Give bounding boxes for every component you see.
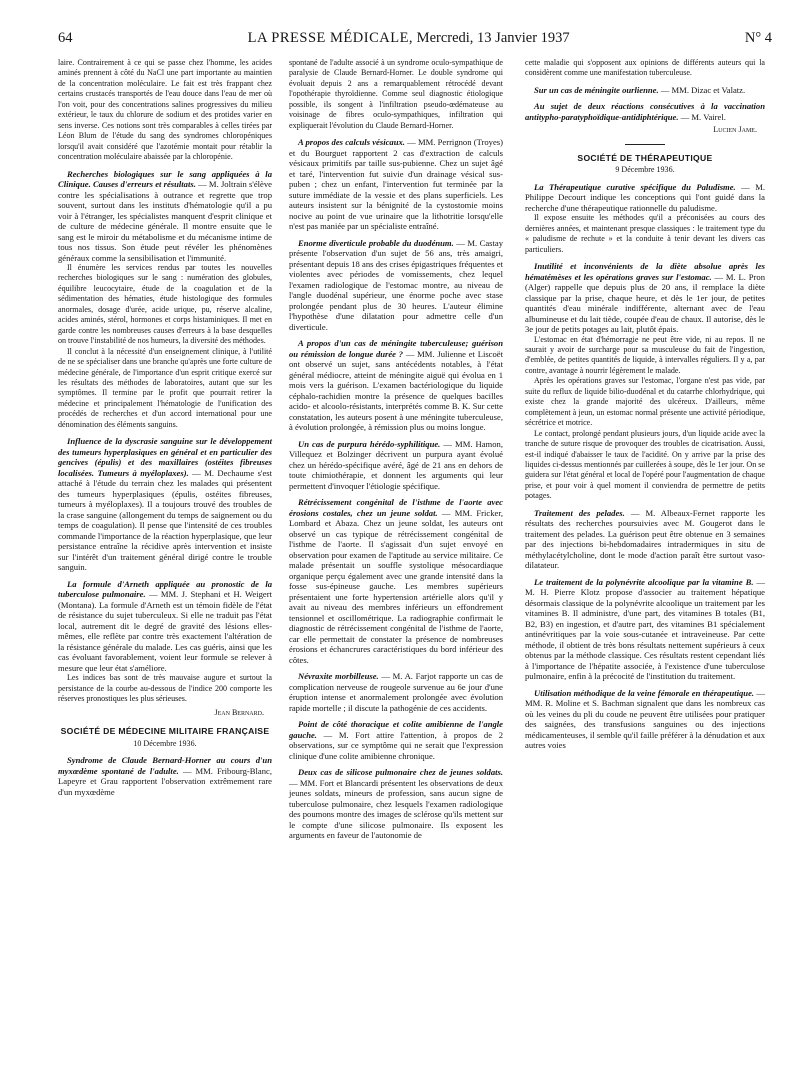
article-heading [58,169,272,264]
heading-text: Syndrome de Claude Bernard-Horner au cours d'un myxœdème spontané de l'adulte. [58,755,272,776]
heading-text: Sur un cas de méningite ourlienne. [534,84,659,95]
paragraph: Après les opérations graves sur l'estomac, l'organe n'est pas vide, par suite du reflux de liquide bilio-duodénal et du catarrhe chlorhydrique, qui existe chez la grande majorité des ulcéreux. D'ailleurs, même complètement à jeun, un estomac normal présente une activité périodique, sécrétrice et motrice. [525,376,765,428]
paragraph: Il expose ensuite les méthodes qu'il a préconisées au cours des dernières années, et maintenant presque classiques : le traitement type du « paludisme de rechute » et la conduite à tenir devant les divers cas particuliers. [525,213,765,254]
article-heading [58,755,272,797]
heading-text: Point de côté thoracique et colite amibienne de l'angle gauche. [289,719,503,740]
issue-number: N° 4 [744,30,772,46]
heading-body: — MM. Fribourg-Blanc, Lapeyre et Grau rapportent l'observation extrêmement rare d'un myxœdème [58,765,272,797]
article-heading [525,261,765,335]
column-1 [58,58,272,797]
article-heading [58,436,272,573]
session-date: 9 Décembre 1936. [615,165,675,175]
paragraph: Il conclut à la nécessité d'un enseignement clinique, à l'utilité de ne se spécialiser dans une branche qu'après une forte culture de médecine générale, de l'importance d'un esprit critique exercé sur les résultats des méthodes de laboratoires, autant que sur les symptômes. Il termine par le profit que pourrait retirer la médecine et principalement l'hématologie de l'unification des procédés de recherches et d'un accord international pour une dénomination des éléments sanguins. [58,346,272,429]
heading-body: — MM. Dizac et Valatz. [660,84,746,95]
heading-body: — M. Albeaux-Fernet rapporte les résultats des recherches poursuivies avec M. Gougerot dans le traitement des pelades. La guérison peut être obtenue en 3 semaines par des injections bi-hebdomadaires intradermiques in situ de méthylacétylcholine, dont le mode d'action paraît être surtout vaso-dilatateur. [525,507,765,571]
issue-date: Mercredi, 13 Janvier 1937 [416,30,570,46]
heading-text: Rétrécissement congénital de l'isthme de l'aorte avec érosions costales, chez un jeune soldat. [289,497,503,518]
article-heading [289,137,503,232]
society-heading: SOCIÉTÉ DE MÉDECINE MILITAIRE FRANÇAISE [60,726,270,737]
heading-text: Le traitement de la polynévrite alcoolique par la vitamine B. [534,576,754,587]
article-heading [289,671,503,713]
paragraph: cette maladie qui s'opposent aux opinions de différents auteurs qui la considèrent comme une manifestation tuberculeuse. [525,58,765,78]
heading-body: — M. Philippe Decourt indique les conceptions qui l'ont guidé dans la recherche d'une thérapeutique rationnelle du paludisme. [525,181,765,213]
heading-body: — M. H. Pierre Klotz propose d'associer au traitement hépatique désormais classique de la polynévrite alcoolique un traitement par les vitamines B. Il administre, d'une part, des vitamines B totales (B1, B2, B3) en ingestion, et d'autre part, des vitamines B1 spécialement antinévritiques par la voie sous-cutanée et intraveineuse. Par cette méthode, il obtient de très bons résultats nettement supérieurs à ceux obtenus par la méthode classique. Ces résultats restent cependant liés à l'importance de l'hépatite associée, à l'existence d'une tuberculose pulmonaire, enfin à la précocité de l'institution du traitement. [525,576,765,682]
paragraph: Le contact, prolongé pendant plusieurs jours, d'un liquide acide avec la tranche de suture risque de provoquer des troubles de cicatrisation. Aussi, est-il indiqué d'abaisser le taux de l'acidité. On y arrive par la prise des liquides ci-dessus mentionnés par cuillerées à soupe, dès le 1er jour. On se guidera sur l'état général et local de l'opéré pour l'augmentation de chaque prise, et pour voir à quel moment il conviendra de permettre de petits potages. [525,428,765,501]
article-heading [289,338,503,433]
heading-text: A propos des calculs vésicaux. [298,137,405,148]
journal-header [248,30,570,47]
heading-text: Névraxite morbilleuse. [298,671,379,682]
heading-body: — M. Dechaume s'est attaché à l'étude du terrain chez les malades qui présentent des tumeurs hyperplasiques (épulis, ostéites fibreuses, tumeurs à myéloplaxes). Il a toujours trouvé des troubles de la crase sanguine (allongement du temps de saignement ou du temps de coagulation). Il pense que l'intensité de ces troubles commande l'importance de la réaction hyperplasique, que leur persistance entraîne la récidive après intervention et insiste sur l'intérêt d'un traitement général dirigé contre le trouble sanguin. [58,467,273,573]
heading-body: — MM. Fricker, Lombard et Abaza. Chez un jeune soldat, les auteurs ont observé un cas typique de rétrécissement congénital de l'isthme de l'aorte. Il s'agissait d'un sujet envoyé en observation pour examen de l'aptitude au service militaire. Ce malade présentait un souffle systolique mésocardiaque organique perçu également avec une grande intensité dans la fosse sus-épineuse gauche. Les membres supérieurs présentaient une forte hypertension artérielle alors qu'il y avait au niveau des membres inférieurs un effondrement tensionnel et oscillométrique. La radiographie confirmait le diagnostic de rétrécissement congénital de l'isthme de l'aorte, car elle permettait de constater la présence de nombreuses érosions et échancrures caractéristiques du bord inférieur des côtes. [289,507,503,665]
article-heading [289,238,503,333]
heading-body: — M. L. Pron (Alger) rappelle que depuis plus de 20 ans, il remplace la diète classique par la prise, chaque heure, et dès le 1er jour, de petites quantités d'eau minérale indifférente, alternant avec de l'eau albumineuse et du lait tiède, coupée d'eau de chaux. Il autorise, dès le 3e jour de petits potages au lait, plutôt épais. [525,271,765,335]
paragraph: Il énumère les services rendus par toutes les nouvelles recherches biologiques sur le sang : numération des globules, équilibre leucocytaire, étude de la coagulation et de la sédimentation des hématies, étude histologique des formules anormales, dosage d'urée, acide urique, pu, réserve alcaline, acides aminés, stérol, hormones et corps histaminiques. Il met en garde contre les nombreuses causes d'erreurs à la base desquelles on trouve l'instabilité de nos humeurs, la diversité des méthodes. [58,263,272,346]
heading-text: Deux cas de silicose pulmonaire chez de jeunes soldats. [298,767,503,778]
heading-text: Au sujet de deux réactions consécutives à la vaccination antitypho-paratyphoïdique-antidiphtérique. [525,101,765,122]
article-heading [525,508,765,571]
heading-body: — MM. R. Moline et S. Bachman signalent que dans les nombreux cas où les veines du pli du coude ne peuvent être utilisées pour pratiquer des saignées, des transfusions sanguines ou des injections médicamenteuses, il semble qu'il faille préférer à la dénudation et aux autres voies [525,687,766,751]
heading-text: La formule d'Arneth appliquée au pronostic de la tuberculose pulmonaire. [58,578,272,600]
heading-body: — M. Joltrain s'élève contre les spécialisations à outrance et regrette que trop souvent, surtout dans les instituts d'hématologie qu'il a pu voir à l'étranger, les spécialistes manquent d'esprit clinique et de culture de médecine générale. Il montre ensuite que le sang est le miroir du métabolisme et du mécanisme intime de tous nos tissus. Son étude peut révéler les phénomènes généraux comme la sensibilisation et l'immunité. [58,179,272,263]
heading-text: Recherches biologiques sur le sang appliquées à la Clinique. Causes d'erreurs et résultats. [58,168,272,190]
article-heading [525,85,765,96]
article-heading [525,688,765,751]
heading-text: A propos d'un cas de méningite tuberculeuse; guérison ou rémission de longue durée ? [289,338,503,359]
article-heading [289,767,503,841]
paragraph: spontané de l'adulte associé à un syndrome oculo-sympathique de paralysie de Claude Bernard-Horner. Le double syndrome qui évoluait depuis 2 ans a remarquablement rétrocédé devant l'opothérapie thyroïdienne. Comme seul diagnostic étiologique possible, ils songent à l'infiltration pseudo-œdémateuse au voisinage de fibres oculo-sympathiques, infiltration qui expliquerait l'évolution du Claude Bernard-Horner. [289,58,503,130]
column-3 [525,58,765,751]
column-2 [289,58,503,841]
heading-body: — MM. Julienne et Liscoët ont observé un sujet, sans antécédents notables, à l'état général médiocre, atteint de méningite aiguë qui évolua en 1 mois vers la guérison. L'examen bactériologique du liquide céphalo-rachidien montre la présence de quelques bacilles acido- et alcoolo-résistants, interprétés comme B. K. Sur cette constatation, les auteurs posent à une méningite tuberculeuse, à évolution prolongée, à rémission plus ou moins longue. [289,348,503,433]
heading-text: Enorme diverticule probable du duodénum. [298,237,454,248]
heading-body: — M. Fort attire l'attention, à propos de 2 observations, sur ce symptôme qui ne serait que l'expression clinique d'une colite amibienne chronique. [289,729,503,761]
article-heading [289,719,503,761]
article-heading [58,579,272,674]
page-header [58,30,772,48]
heading-text: La Thérapeutique curative spécifique du Paludisme. [534,181,736,192]
heading-body: — M. Castay présente l'observation d'un sujet de 56 ans, très amaigri, présentant depuis 18 ans des crises épigastriques fréquentes et violentes avec périodes de vomissements, chez lequel l'examen radiologique de l'estomac montre, au niveau de l'angle duodénal supérieur, une énorme poche avec stase prolongée pendant plus de 30 heures. L'auteur élimine l'hypothèse d'une dilatation pour admettre celle d'un diverticule. [289,237,503,332]
article-heading [525,577,765,682]
heading-text: Traitement des pelades. [534,507,625,518]
author-signature: Jean Bernard. [214,707,264,717]
session-date: 10 Décembre 1936. [133,738,197,748]
author-signature: Lucien Jame. [713,125,757,135]
article-heading [525,101,765,122]
heading-text: Influence de la dyscrasie sanguine sur le développement des tumeurs hyperplasiques en général et en particulier des gencives (épulis) et des maxillaires (ostéites fibreuses localisées. Tumeurs à myéloplaxes). [58,436,272,478]
divider [625,144,665,145]
heading-text: Un cas de purpura hérédo-syphilitique. [298,438,441,449]
article-heading [289,439,503,492]
paragraph: L'estomac en état d'hémorragie ne peut être vide, ni au repos. Il ne saurait y avoir de surcharge pour sa musculeuse du fait de l'ingestion, d'emblée, de petites quantités de liquide, à intervalles réguliers. Il y a, par contre, avantage à nourrir légèrement le malade. [525,334,765,375]
heading-body: — MM. Fort et Blancardi présentent les observations de deux jeunes soldats, mineurs de profession, sans aucun signe de tuberculose pulmonaire, chez lesquels l'examen radiologique des poumons montre des images de sclérose qu'ils mettent sur le compte d'une silicose pulmonaire. Ils exposent les arguments en faveur de l'autonomie de [289,777,503,841]
heading-body: — M. A. Farjot rapporte un cas de complication nerveuse de rougeole survenue au 6e jour d'une éruption intense et anormalement prolongée avec évolution rapide mortelle ; il discute la pathogénie de ces accidents. [289,671,503,713]
page-number: 64 [58,30,73,46]
heading-body: — MM. Perrignon (Troyes) et du Bourguet rapportent 2 cas d'extraction de calculs vésicaux primitifs par taille sus-pubienne. Chez un sujet âgé et taré, l'intervention fut suivie d'un drainage vésical sus-puben ; chez un enfant, l'intervention fut terminée par la suture immédiate de la vessie et des plans superficiels. Les auteurs insistent sur la bénignité de la cystostomie moins nocive au point de vue urinaire que la lithotritie lorsqu'elle n'est pas maniée par un spécialiste entraîné. [289,137,503,232]
paragraph: Les indices bas sont de très mauvaise augure et surtout la persistance de la courbe au-dessous de l'indice 200 comporte les réserves pronostiques les plus sérieuses. [58,673,272,704]
heading-body: — MM. Hamon, Villequez et Bolzinger décrivent un purpura ayant évolué chez un hérédo-spécifique avéré, âgé de 21 ans en dehors de toute chimiothérapie, et donnent les arguments qui leur permettent d'invoquer l'étiologie spécifique. [289,438,503,491]
journal-title: LA PRESSE MÉDICALE, [247,30,414,46]
heading-body: — M. Vairel. [680,111,726,122]
heading-text: Utilisation méthodique de la veine fémorale en thérapeutique. [534,687,755,698]
article-heading [525,182,765,214]
heading-text: Inutilité et inconvénients de la diète absolue après les hématémèses et les opérations graves sur l'estomac. [525,261,765,282]
society-heading: SOCIÉTÉ DE THÉRAPEUTIQUE [577,152,713,163]
heading-body: — MM. J. Stephani et H. Weigert (Montana). La formule d'Arneth est un témoin fidèle de l'état de résistance du sujet tuberculeux. Si elle ne traduit pas l'état local, autrement dit le degré de gravité des lésions elles-mêmes, elle reflète par contre très exactement l'altération de la résistance générale du malade. Les cas guéris, ainsi que les cas évoluant favorablement, voient leur formule se relever à mesure que leur état s'améliore. [58,589,272,673]
paragraph: laire. Contrairement à ce qui se passe chez l'homme, les acides aminés prennent à côté du NaCl une part importante au maintien de la concentration moléculaire. Le fait est très frappant chez certains crustacés transportés de l'eau douce dans l'eau de mer où l'on voit, pour des concentrations salines progressives du milieu extérieur, le taux du chlorure de sodium et des protides varier en sens inverse. Ces notions sont très comparables à celles tirées par Léon Blum de l'étude du sang des syndromes chloropéniques lorsqu'il avait considéré que l'azotémie montait pour rétablir la concentration moléculaire abaissée par la chloropénie. [58,58,272,162]
article-heading [289,497,503,665]
